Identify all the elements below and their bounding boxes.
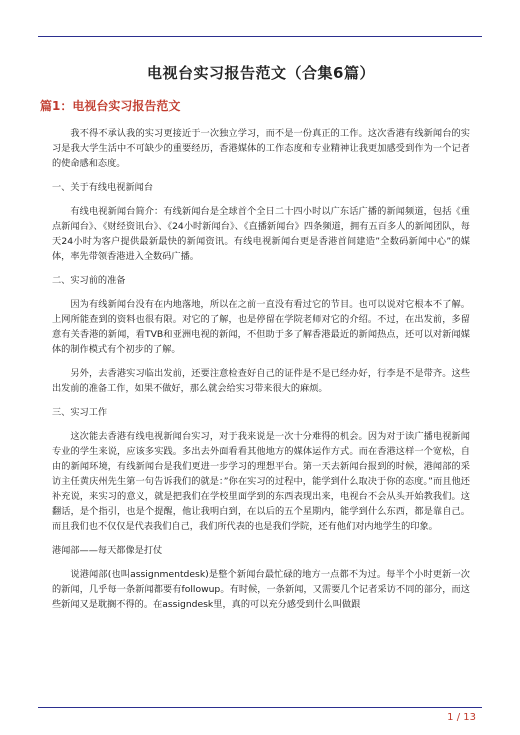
document-title: 电视台实习报告范文（合集6篇）: [147, 64, 375, 82]
bottom-rule: [38, 707, 482, 708]
page-number: 1 / 13: [447, 712, 476, 723]
paragraph-preparation-2: 另外，去香港实习临出发前，还要注意检查好自己的证件是不是已经办好，行李是不是带齐。这些出发前的准备工作，如果不做好，那么就会给实习带来很大的麻烦。: [52, 368, 470, 394]
top-rule: [38, 36, 482, 37]
section-heading-2: 二、实习前的准备: [52, 275, 126, 286]
paragraph-intro: 我不得不承认我的实习更接近于一次独立学习，而不是一份真正的工作。这次香港有线新闻台的实习是我大学生活中不可缺少的重要经历，香港媒体的工作态度和专业精神让我更加感受到作为一个记者的使命感和态度。: [52, 128, 470, 169]
paragraph-preparation: 因为有线新闻台没有在内地落地，所以在之前一直没有看过它的节目。也可以说对它根本不了解。上网所能查到的资料也很有限。对它的了解，也是停留在学院老师对它的介绍。不过，在出发前，多留意有关香港的新闻，看TVB和亚洲电视的新闻，不但助于多了解香港最近的新闻热点，还可以对新闻媒体的制作模式有个初步的了解。: [52, 299, 470, 355]
paragraph-work: 这次能去香港有线电视新闻台实习，对于我来说是一次十分难得的机会。因为对于读广播电视新闻专业的学生来说，应该多实践。多出去外面看看其他地方的媒体运作方式。而在香港这样一个宽松，自由的新闻环境，有线新闻台是我们更进一步学习的理想平台。第一天去新闻台报到的时候，港闻部的采访主任黄庆州先生第一句告诉我们的就是：”你在实习的过程中，能学到什么取决于你的态度。”而且他还补充说，来实习的意义，就是把我们在学校里面学到的东西表现出来，电视台不会从头开始教我们。这翻话，是个指引，也是个提醒，他让我明白到，在以后的五个星期内，能学到什么东西，都是靠自己。而且我们也不仅仅是代表我们自己，我们所代表的也是我们学院，还有他们对内地学生的印象。: [52, 431, 470, 532]
paragraph-newsroom: 说港闻部(也叫assignmentdesk)是整个新闻台最忙碌的地方一点都不为过。每半个小时更新一次的新闻，几乎每一条新闻都要有followup。有时候，一条新闻，又需要几个记者采访不同的部分，而这些新闻又是耽搁不得的。在assigndesk里，真的可以充分感受到什么叫做跟: [52, 569, 470, 610]
section-heading-1: 一、关于有线电视新闻台: [52, 182, 154, 193]
paragraph-about: 有线电视新闻台简介：有线新闻台是全球首个全日二十四小时以广东话广播的新闻频道，包括《重点新闻台》、《财经资讯台》、《24小时新闻台》、《直播新闻台》四条频道，拥有五百多人的新闻团队，每天24小时为客户提供最新最快的新闻资讯。有线电视新闻台更是香港首间建造”全数码新闻中心”的媒体，率先带领香港进入全数码广播。: [52, 206, 470, 262]
section-heading-newsroom: 港闻部——每天都像是打仗: [52, 545, 163, 556]
section-heading-3: 三、实习工作: [52, 407, 108, 418]
chapter-heading: 篇1：电视台实习报告范文: [40, 99, 181, 113]
document-page: [40, 62, 470, 621]
